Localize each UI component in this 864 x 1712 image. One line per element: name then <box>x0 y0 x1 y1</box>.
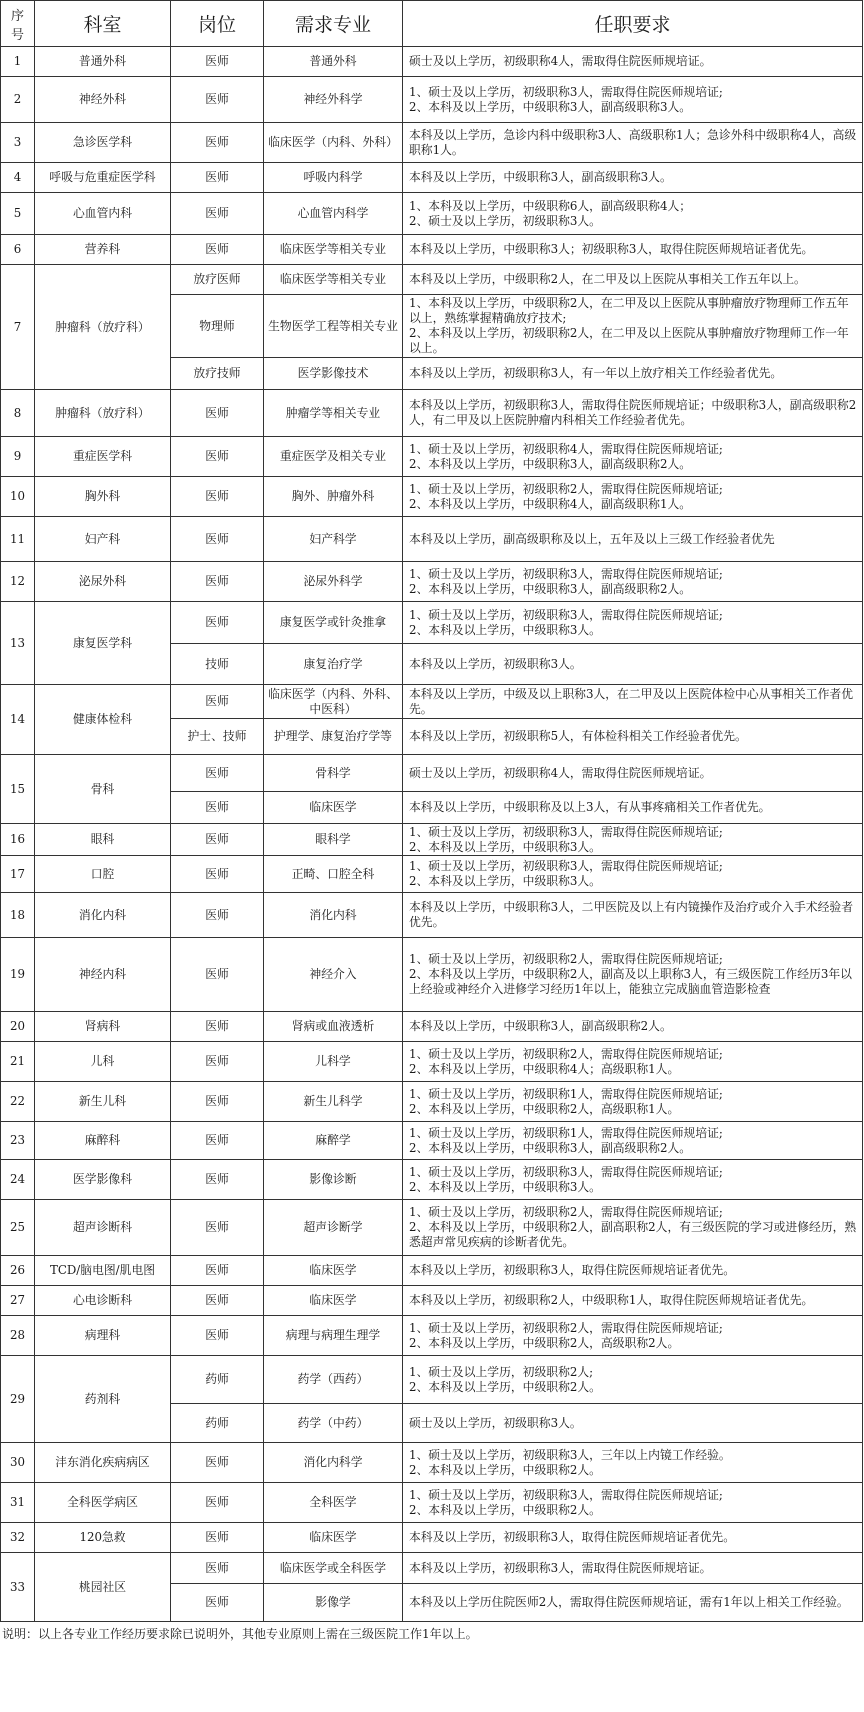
department-cell: 口腔 <box>35 856 171 893</box>
requirements-cell: 1、硕士及以上学历，初级职称3人，需取得住院医师规培证; 2、本科及以上学历，中级职称3人。 <box>403 602 863 644</box>
major-cell: 临床医学（内科、外科、中医科） <box>264 685 403 719</box>
major-cell: 骨科学 <box>264 755 403 792</box>
requirements-cell: 本科及以上学历，中级职称3人，副高级职称3人。 <box>403 163 863 193</box>
requirements-cell: 1、硕士及以上学历，初级职称1人，需取得住院医师规培证; 2、本科及以上学历，中级职称3人，副高级职称2人。 <box>403 1122 863 1160</box>
row-number: 29 <box>1 1356 35 1443</box>
major-cell: 胸外、肿瘤外科 <box>264 477 403 517</box>
department-cell: 儿科 <box>35 1042 171 1082</box>
post-cell: 医师 <box>171 685 264 719</box>
department-cell: 药剂科 <box>35 1356 171 1443</box>
department-cell: 沣东消化疾病病区 <box>35 1443 171 1483</box>
post-cell: 物理师 <box>171 295 264 358</box>
table-row <box>1 163 863 193</box>
department-cell: 心电诊断科 <box>35 1286 171 1316</box>
post-cell: 医师 <box>171 562 264 602</box>
major-cell: 康复医学或针灸推拿 <box>264 602 403 644</box>
table-row <box>1 685 863 719</box>
post-cell: 医师 <box>171 1316 264 1356</box>
major-cell: 临床医学或全科医学 <box>264 1553 403 1584</box>
post-cell: 医师 <box>171 792 264 824</box>
post-cell: 放疗技师 <box>171 358 264 390</box>
table-row <box>1 1286 863 1316</box>
requirements-cell: 1、硕士及以上学历，初级职称3人，需取得住院医师规培证; 2、本科及以上学历，中级职称2人。 <box>403 1483 863 1523</box>
major-cell: 泌尿外科学 <box>264 562 403 602</box>
requirements-cell: 1、硕士及以上学历，初级职称2人，需取得住院医师规培证; 2、本科及以上学历，中级职称2人，高级职称2人。 <box>403 1316 863 1356</box>
department-cell: 眼科 <box>35 824 171 856</box>
major-cell: 肿瘤学等相关专业 <box>264 390 403 437</box>
table-row <box>1 47 863 77</box>
major-cell: 妇产科学 <box>264 517 403 562</box>
post-cell: 技师 <box>171 644 264 685</box>
row-number: 33 <box>1 1553 35 1622</box>
major-cell: 普通外科 <box>264 47 403 77</box>
department-cell: 肿瘤科（放疗科） <box>35 390 171 437</box>
department-cell: 120急救 <box>35 1523 171 1553</box>
major-cell: 呼吸内科学 <box>264 163 403 193</box>
major-cell: 临床医学（内科、外科） <box>264 123 403 163</box>
department-cell: 呼吸与危重症医学科 <box>35 163 171 193</box>
row-number: 17 <box>1 856 35 893</box>
table-row <box>1 477 863 517</box>
requirements-cell: 1、硕士及以上学历，初级职称2人，需取得住院医师规培证; 2、本科及以上学历，中级职称4人；高级职称1人。 <box>403 1042 863 1082</box>
department-cell: 新生儿科 <box>35 1082 171 1122</box>
major-cell: 临床医学 <box>264 792 403 824</box>
department-cell: 超声诊断科 <box>35 1200 171 1256</box>
table-row <box>1 1443 863 1483</box>
post-cell: 医师 <box>171 235 264 265</box>
department-cell: 全科医学病区 <box>35 1483 171 1523</box>
row-number: 22 <box>1 1082 35 1122</box>
row-number: 2 <box>1 77 35 123</box>
post-cell: 医师 <box>171 477 264 517</box>
requirements-cell: 本科及以上学历，中级职称3人，二甲医院及以上有内镜操作及治疗或介入手术经验者优先。 <box>403 893 863 938</box>
row-number: 20 <box>1 1012 35 1042</box>
requirements-cell: 本科及以上学历，副高级职称及以上，五年及以上三级工作经验者优先 <box>403 517 863 562</box>
post-cell: 医师 <box>171 1523 264 1553</box>
requirements-cell: 本科及以上学历住院医师2人，需取得住院医师规培证，需有1年以上相关工作经验。 <box>403 1584 863 1622</box>
row-number: 3 <box>1 123 35 163</box>
requirements-cell: 1、硕士及以上学历，初级职称2人; 2、本科及以上学历，中级职称2人。 <box>403 1356 863 1404</box>
row-number: 19 <box>1 938 35 1012</box>
post-cell: 医师 <box>171 938 264 1012</box>
department-cell: 健康体检科 <box>35 685 171 755</box>
post-cell: 医师 <box>171 1286 264 1316</box>
department-cell: 神经外科 <box>35 77 171 123</box>
table-row <box>1 1356 863 1404</box>
major-cell: 儿科学 <box>264 1042 403 1082</box>
row-number: 7 <box>1 265 35 390</box>
department-cell: 康复医学科 <box>35 602 171 685</box>
major-cell: 生物医学工程等相关专业 <box>264 295 403 358</box>
table-row <box>1 893 863 938</box>
row-number: 28 <box>1 1316 35 1356</box>
department-cell: 病理科 <box>35 1316 171 1356</box>
table-row <box>1 1483 863 1523</box>
table-row <box>1 1122 863 1160</box>
department-cell: 胸外科 <box>35 477 171 517</box>
table-row <box>1 1082 863 1122</box>
department-cell: 肾病科 <box>35 1012 171 1042</box>
major-cell: 消化内科学 <box>264 1443 403 1483</box>
major-cell: 药学（中药） <box>264 1404 403 1443</box>
requirements-cell: 本科及以上学历，初级职称3人。 <box>403 644 863 685</box>
post-cell: 医师 <box>171 755 264 792</box>
requirements-cell: 本科及以上学历，中级职称3人，副高级职称2人。 <box>403 1012 863 1042</box>
requirements-cell: 本科及以上学历，中级职称及以上3人，有从事疼痛相关工作者优先。 <box>403 792 863 824</box>
requirements-cell: 1、硕士及以上学历，初级职称2人，需取得住院医师规培证; 2、本科及以上学历，中级职称4人，副高级职称1人。 <box>403 477 863 517</box>
row-number: 11 <box>1 517 35 562</box>
table-row <box>1 193 863 235</box>
requirements-cell: 1、硕士及以上学历，初级职称3人，需取得住院医师规培证; 2、本科及以上学历，中级职称3人，副高级职称3人。 <box>403 77 863 123</box>
major-cell: 临床医学等相关专业 <box>264 235 403 265</box>
requirements-cell: 本科及以上学历，初级职称3人，取得住院医师规培证者优先。 <box>403 1256 863 1286</box>
table-row <box>1 755 863 792</box>
department-cell: 肿瘤科（放疗科） <box>35 265 171 390</box>
row-number: 21 <box>1 1042 35 1082</box>
major-cell: 神经外科学 <box>264 77 403 123</box>
requirements-cell: 本科及以上学历，初级职称5人，有体检科相关工作经验者优先。 <box>403 719 863 755</box>
row-number: 9 <box>1 437 35 477</box>
major-cell: 药学（西药） <box>264 1356 403 1404</box>
department-cell: 骨科 <box>35 755 171 824</box>
row-number: 4 <box>1 163 35 193</box>
major-cell: 眼科学 <box>264 824 403 856</box>
table-row <box>1 123 863 163</box>
post-cell: 医师 <box>171 1122 264 1160</box>
requirements-cell: 1、硕士及以上学历，初级职称2人，需取得住院医师规培证; 2、本科及以上学历，中级职称2人，副高及以上职称3人，有三级医院工作经历3年以上经验或神经介入进修学习经历1年以上，能独立完成脑血管造影检查 <box>403 938 863 1012</box>
row-number: 30 <box>1 1443 35 1483</box>
post-cell: 医师 <box>171 1082 264 1122</box>
post-cell: 医师 <box>171 193 264 235</box>
post-cell: 药师 <box>171 1356 264 1404</box>
requirements-cell: 本科及以上学历，中级职称2人，在二甲及以上医院从事相关工作五年以上。 <box>403 265 863 295</box>
table-row <box>1 1523 863 1553</box>
row-number: 26 <box>1 1256 35 1286</box>
post-cell: 医师 <box>171 1256 264 1286</box>
requirements-cell: 本科及以上学历，初级职称3人，需取得住院医师规培证；中级职称3人，副高级职称2人，有二甲及以上医院肿瘤内科相关工作经验者优先。 <box>403 390 863 437</box>
table-row <box>1 1553 863 1584</box>
department-cell: 急诊医学科 <box>35 123 171 163</box>
row-number: 6 <box>1 235 35 265</box>
requirements-cell: 本科及以上学历，初级职称2人，中级职称1人，取得住院医师规培证者优先。 <box>403 1286 863 1316</box>
requirements-cell: 硕士及以上学历，初级职称4人，需取得住院医师规培证。 <box>403 47 863 77</box>
requirements-cell: 硕士及以上学历，初级职称3人。 <box>403 1404 863 1443</box>
major-cell: 新生儿科学 <box>264 1082 403 1122</box>
major-cell: 临床医学 <box>264 1256 403 1286</box>
requirements-cell: 1、硕士及以上学历，初级职称3人，需取得住院医师规培证; 2、本科及以上学历，中级职称3人。 <box>403 1160 863 1200</box>
row-number: 18 <box>1 893 35 938</box>
row-number: 8 <box>1 390 35 437</box>
department-cell: 麻醉科 <box>35 1122 171 1160</box>
header-no: 序号 <box>1 1 35 47</box>
department-cell: 重症医学科 <box>35 437 171 477</box>
table-row <box>1 1012 863 1042</box>
footnote: 说明：以上各专业工作经历要求除已说明外，其他专业原则上需在三级医院工作1年以上。 <box>2 1627 478 1641</box>
row-number: 10 <box>1 477 35 517</box>
major-cell: 麻醉学 <box>264 1122 403 1160</box>
major-cell: 肾病或血液透析 <box>264 1012 403 1042</box>
table-row <box>1 265 863 295</box>
major-cell: 心血管内科学 <box>264 193 403 235</box>
row-number: 27 <box>1 1286 35 1316</box>
major-cell: 全科医学 <box>264 1483 403 1523</box>
table-row <box>1 938 863 1012</box>
requirements-cell: 本科及以上学历，急诊内科中级职称3人、高级职称1人；急诊外科中级职称4人，高级职称1人。 <box>403 123 863 163</box>
table-row <box>1 1042 863 1082</box>
major-cell: 临床医学等相关专业 <box>264 265 403 295</box>
table-row <box>1 1200 863 1256</box>
department-cell: 心血管内科 <box>35 193 171 235</box>
major-cell: 消化内科 <box>264 893 403 938</box>
table-row <box>1 562 863 602</box>
row-number: 32 <box>1 1523 35 1553</box>
row-number: 1 <box>1 47 35 77</box>
requirements-cell: 本科及以上学历，中级职称3人；初级职称3人，取得住院医师规培证者优先。 <box>403 235 863 265</box>
post-cell: 医师 <box>171 1483 264 1523</box>
post-cell: 医师 <box>171 47 264 77</box>
major-cell: 影像学 <box>264 1584 403 1622</box>
row-number: 23 <box>1 1122 35 1160</box>
table-body <box>1 47 863 1622</box>
table-row <box>1 517 863 562</box>
table-row <box>1 1256 863 1286</box>
post-cell: 医师 <box>171 1160 264 1200</box>
requirements-cell: 1、硕士及以上学历，初级职称1人，需取得住院医师规培证; 2、本科及以上学历，中级职称2人，高级职称1人。 <box>403 1082 863 1122</box>
header-major: 需求专业 <box>264 1 403 47</box>
major-cell: 康复治疗学 <box>264 644 403 685</box>
header-dept: 科室 <box>35 1 171 47</box>
requirements-cell: 1、硕士及以上学历，初级职称3人，需取得住院医师规培证; 2、本科及以上学历，中级职称3人。 <box>403 824 863 856</box>
post-cell: 医师 <box>171 390 264 437</box>
requirements-cell: 1、硕士及以上学历，初级职称3人，需取得住院医师规培证; 2、本科及以上学历，中级职称3人，副高级职称2人。 <box>403 562 863 602</box>
requirements-cell: 本科及以上学历，中级及以上职称3人，在二甲及以上医院体检中心从事相关工作者优先。 <box>403 685 863 719</box>
post-cell: 药师 <box>171 1404 264 1443</box>
row-number: 31 <box>1 1483 35 1523</box>
requirements-cell: 硕士及以上学历，初级职称4人，需取得住院医师规培证。 <box>403 755 863 792</box>
department-cell: 桃园社区 <box>35 1553 171 1622</box>
post-cell: 医师 <box>171 1584 264 1622</box>
major-cell: 医学影像技术 <box>264 358 403 390</box>
major-cell: 影像诊断 <box>264 1160 403 1200</box>
department-cell: 营养科 <box>35 235 171 265</box>
major-cell: 重症医学及相关专业 <box>264 437 403 477</box>
header-requirements: 任职要求 <box>403 1 863 47</box>
table-row <box>1 77 863 123</box>
department-cell: 神经内科 <box>35 938 171 1012</box>
table-row <box>1 824 863 856</box>
requirements-cell: 1、硕士及以上学历，初级职称3人，需取得住院医师规培证; 2、本科及以上学历，中级职称3人。 <box>403 856 863 893</box>
table-header-row <box>1 1 863 47</box>
major-cell: 病理与病理生理学 <box>264 1316 403 1356</box>
row-number: 12 <box>1 562 35 602</box>
major-cell: 正畸、口腔全科 <box>264 856 403 893</box>
post-cell: 医师 <box>171 1553 264 1584</box>
post-cell: 医师 <box>171 1012 264 1042</box>
requirements-cell: 1、本科及以上学历，中级职称2人，在二甲及以上医院从事肿瘤放疗物理师工作五年以上，熟练掌握精确放疗技术; 2、本科及以上学历，初级职称2人，在二甲及以上医院从事肿瘤放疗物理师工作一年以上。 <box>403 295 863 358</box>
table-row <box>1 1316 863 1356</box>
requirements-cell: 1、本科及以上学历，中级职称6人，副高级职称4人； 2、硕士及以上学历，初级职称3人。 <box>403 193 863 235</box>
row-number: 13 <box>1 602 35 685</box>
requirements-cell: 1、硕士及以上学历，初级职称3人，三年以上内镜工作经验。 2、本科及以上学历，中级职称2人。 <box>403 1443 863 1483</box>
department-cell: TCD/脑电图/肌电图 <box>35 1256 171 1286</box>
table-row <box>1 602 863 644</box>
post-cell: 医师 <box>171 1042 264 1082</box>
post-cell: 医师 <box>171 1443 264 1483</box>
post-cell: 放疗医师 <box>171 265 264 295</box>
department-cell: 消化内科 <box>35 893 171 938</box>
requirements-cell: 本科及以上学历，初级职称3人，有一年以上放疗相关工作经验者优先。 <box>403 358 863 390</box>
major-cell: 临床医学 <box>264 1286 403 1316</box>
table-row <box>1 390 863 437</box>
major-cell: 超声诊断学 <box>264 1200 403 1256</box>
post-cell: 医师 <box>171 856 264 893</box>
post-cell: 医师 <box>171 77 264 123</box>
row-number: 25 <box>1 1200 35 1256</box>
major-cell: 临床医学 <box>264 1523 403 1553</box>
requirements-cell: 本科及以上学历，初级职称3人，需取得住院医师规培证。 <box>403 1553 863 1584</box>
header-post: 岗位 <box>171 1 264 47</box>
post-cell: 医师 <box>171 163 264 193</box>
table-row <box>1 235 863 265</box>
post-cell: 医师 <box>171 437 264 477</box>
table-row <box>1 437 863 477</box>
requirements-cell: 本科及以上学历，初级职称3人，取得住院医师规培证者优先。 <box>403 1523 863 1553</box>
row-number: 5 <box>1 193 35 235</box>
post-cell: 医师 <box>171 517 264 562</box>
major-cell: 神经介入 <box>264 938 403 1012</box>
post-cell: 医师 <box>171 824 264 856</box>
table-row <box>1 1160 863 1200</box>
table-row <box>1 856 863 893</box>
department-cell: 妇产科 <box>35 517 171 562</box>
requirements-cell: 1、硕士及以上学历，初级职称4人，需取得住院医师规培证; 2、本科及以上学历，中级职称3人，副高级职称2人。 <box>403 437 863 477</box>
row-number: 16 <box>1 824 35 856</box>
post-cell: 医师 <box>171 123 264 163</box>
row-number: 15 <box>1 755 35 824</box>
row-number: 24 <box>1 1160 35 1200</box>
post-cell: 医师 <box>171 1200 264 1256</box>
post-cell: 医师 <box>171 602 264 644</box>
department-cell: 医学影像科 <box>35 1160 171 1200</box>
requirements-cell: 1、硕士及以上学历，初级职称2人，需取得住院医师规培证; 2、本科及以上学历，中级职称2人，副高职称2人，有三级医院的学习或进修经历，熟悉超声常见疾病的诊断者优先。 <box>403 1200 863 1256</box>
post-cell: 护士、技师 <box>171 719 264 755</box>
row-number: 14 <box>1 685 35 755</box>
department-cell: 泌尿外科 <box>35 562 171 602</box>
post-cell: 医师 <box>171 893 264 938</box>
department-cell: 普通外科 <box>35 47 171 77</box>
major-cell: 护理学、康复治疗学等 <box>264 719 403 755</box>
